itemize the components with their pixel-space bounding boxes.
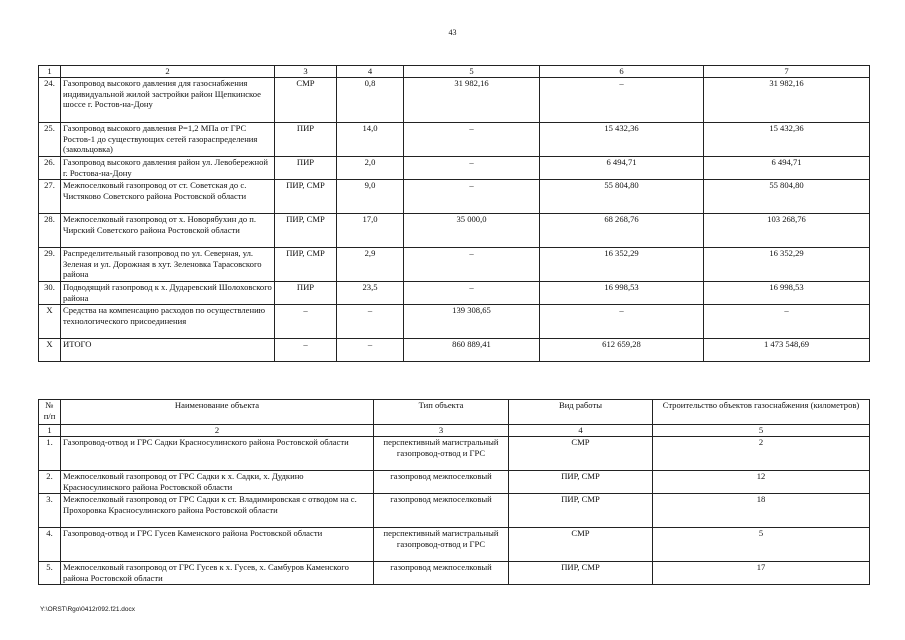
column-number: 1 <box>39 425 61 437</box>
amount-col5: 31 982,16 <box>404 78 540 123</box>
length-km: – <box>337 339 404 362</box>
amount-col5: 860 889,41 <box>404 339 540 362</box>
table-row <box>39 562 870 585</box>
object-name: Газопровод-отвод и ГРС Садки Красносулинского района Ростовской области <box>61 437 374 471</box>
object-name: Средства на компенсацию расходов по осуществлению технологического присоединения <box>61 305 275 339</box>
work-type: ПИР, СМР <box>509 471 653 494</box>
length-km: 18 <box>653 494 870 528</box>
amount-col5: – <box>404 248 540 282</box>
header-number: № п/п <box>39 400 61 425</box>
row-number: 4. <box>39 528 61 562</box>
row-number: 5. <box>39 562 61 585</box>
length-km: 17 <box>653 562 870 585</box>
investment-table <box>38 65 870 362</box>
file-path-footer: Y:\ORST\Rgo\0412r092.f21.docx <box>40 606 136 613</box>
table-row <box>39 157 870 180</box>
object-name: Межпоселковый газопровод от х. Новорябухин до п. Чирский Советского района Ростовской области <box>61 214 275 248</box>
object-type: перспективный магистральный газопровод-отвод и ГРС <box>374 528 509 562</box>
object-type: газопровод межпоселковый <box>374 494 509 528</box>
column-number: 3 <box>275 66 337 78</box>
gas-supply-objects-table <box>38 399 870 585</box>
object-type: перспективный магистральный газопровод-отвод и ГРС <box>374 437 509 471</box>
table-row <box>39 339 870 362</box>
amount-col6: 68 268,76 <box>540 214 704 248</box>
amount-col6: 16 352,29 <box>540 248 704 282</box>
amount-col5: – <box>404 157 540 180</box>
amount-total: 103 268,76 <box>704 214 870 248</box>
header-work-type: Вид работы <box>509 400 653 425</box>
row-number: Х <box>39 305 61 339</box>
header-object-type: Тип объекта <box>374 400 509 425</box>
column-number: 4 <box>337 66 404 78</box>
header-construction-km: Строительство объектов газоснабжения (километров) <box>653 400 870 425</box>
column-number: 3 <box>374 425 509 437</box>
row-number: 28. <box>39 214 61 248</box>
table-row <box>39 248 870 282</box>
amount-total: 16 998,53 <box>704 282 870 305</box>
amount-col5: 139 308,65 <box>404 305 540 339</box>
table-row <box>39 282 870 305</box>
header-object-name: Наименование объекта <box>61 400 374 425</box>
object-name: ИТОГО <box>61 339 275 362</box>
object-name: Газопровод высокого давления район ул. Левобережной г. Ростова-на-Дону <box>61 157 275 180</box>
object-name: Газопровод-отвод и ГРС Гусев Каменского района Ростовской области <box>61 528 374 562</box>
amount-total: 31 982,16 <box>704 78 870 123</box>
object-name: Газопровод высокого давления для газоснабжения индивидуальной жилой застройки район Щепкинское шоссе г. Ростов-на-Дону <box>61 78 275 123</box>
length-km: 0,8 <box>337 78 404 123</box>
length-km: 14,0 <box>337 123 404 157</box>
row-number: 3. <box>39 494 61 528</box>
object-type: газопровод межпоселковый <box>374 471 509 494</box>
table-row <box>39 305 870 339</box>
amount-col5: – <box>404 180 540 214</box>
work-type: ПИР <box>275 157 337 180</box>
amount-col6: 16 998,53 <box>540 282 704 305</box>
work-type: ПИР, СМР <box>275 248 337 282</box>
amount-total: 15 432,36 <box>704 123 870 157</box>
amount-col5: 35 000,0 <box>404 214 540 248</box>
work-type: ПИР <box>275 123 337 157</box>
column-number-row <box>39 425 870 437</box>
amount-col6: 6 494,71 <box>540 157 704 180</box>
row-number: 29. <box>39 248 61 282</box>
object-name: Межпоселковый газопровод от ГРС Гусев к х. Гусев, х. Самбуров Каменского района Ростовской области <box>61 562 374 585</box>
table-row <box>39 78 870 123</box>
column-number-row <box>39 66 870 78</box>
amount-col6: – <box>540 78 704 123</box>
column-number: 2 <box>61 66 275 78</box>
object-name: Межпоселковый газопровод от ГРС Садки к ст. Владимировская с отводом на с. Прохоровка Красносулинского района Ростовской области <box>61 494 374 528</box>
table-row <box>39 214 870 248</box>
work-type: – <box>275 339 337 362</box>
column-number: 1 <box>39 66 61 78</box>
row-number: 24. <box>39 78 61 123</box>
work-type: СМР <box>509 528 653 562</box>
work-type: СМР <box>275 78 337 123</box>
amount-total: 16 352,29 <box>704 248 870 282</box>
amount-total: 55 804,80 <box>704 180 870 214</box>
table-row <box>39 437 870 471</box>
table-row <box>39 123 870 157</box>
work-type: СМР <box>509 437 653 471</box>
table-row <box>39 494 870 528</box>
row-number: 27. <box>39 180 61 214</box>
column-number: 5 <box>404 66 540 78</box>
amount-col5: – <box>404 282 540 305</box>
row-number: 2. <box>39 471 61 494</box>
column-number: 7 <box>704 66 870 78</box>
column-number: 2 <box>61 425 374 437</box>
length-km: 17,0 <box>337 214 404 248</box>
row-number: 25. <box>39 123 61 157</box>
table-row <box>39 180 870 214</box>
work-type: ПИР, СМР <box>509 494 653 528</box>
table-row <box>39 528 870 562</box>
row-number: 26. <box>39 157 61 180</box>
length-km: – <box>337 305 404 339</box>
object-name: Межпоселковый газопровод от ГРС Садки к х. Садки, х. Дудкино Красносулинского района Ростовской области <box>61 471 374 494</box>
work-type: – <box>275 305 337 339</box>
work-type: ПИР, СМР <box>275 180 337 214</box>
length-km: 2,9 <box>337 248 404 282</box>
length-km: 12 <box>653 471 870 494</box>
work-type: ПИР, СМР <box>275 214 337 248</box>
object-name: Распределительный газопровод по ул. Северная, ул. Зеленая и ул. Дорожная в хут. Зеленовка Тарасовского района <box>61 248 275 282</box>
length-km: 2,0 <box>337 157 404 180</box>
column-number: 5 <box>653 425 870 437</box>
column-number: 4 <box>509 425 653 437</box>
amount-total: 6 494,71 <box>704 157 870 180</box>
amount-col6: 15 432,36 <box>540 123 704 157</box>
amount-total: 1 473 548,69 <box>704 339 870 362</box>
row-number: Х <box>39 339 61 362</box>
length-km: 23,5 <box>337 282 404 305</box>
length-km: 9,0 <box>337 180 404 214</box>
object-type: газопровод межпоселковый <box>374 562 509 585</box>
amount-col6: 612 659,28 <box>540 339 704 362</box>
table-row <box>39 471 870 494</box>
work-type: ПИР <box>275 282 337 305</box>
amount-col6: 55 804,80 <box>540 180 704 214</box>
column-number: 6 <box>540 66 704 78</box>
amount-col5: – <box>404 123 540 157</box>
amount-col6: – <box>540 305 704 339</box>
object-name: Газопровод высокого давления Р=1,2 МПа от ГРС Ростов-1 до существующих сетей газораспределения (закольцовка) <box>61 123 275 157</box>
length-km: 2 <box>653 437 870 471</box>
header-row <box>39 400 870 425</box>
work-type: ПИР, СМР <box>509 562 653 585</box>
object-name: Межпоселковый газопровод от ст. Советская до с. Чистяково Советского района Ростовской области <box>61 180 275 214</box>
page-number: 43 <box>448 28 457 37</box>
row-number: 1. <box>39 437 61 471</box>
object-name: Подводящий газопровод к х. Дударевский Шолоховского района <box>61 282 275 305</box>
length-km: 5 <box>653 528 870 562</box>
amount-total: – <box>704 305 870 339</box>
row-number: 30. <box>39 282 61 305</box>
